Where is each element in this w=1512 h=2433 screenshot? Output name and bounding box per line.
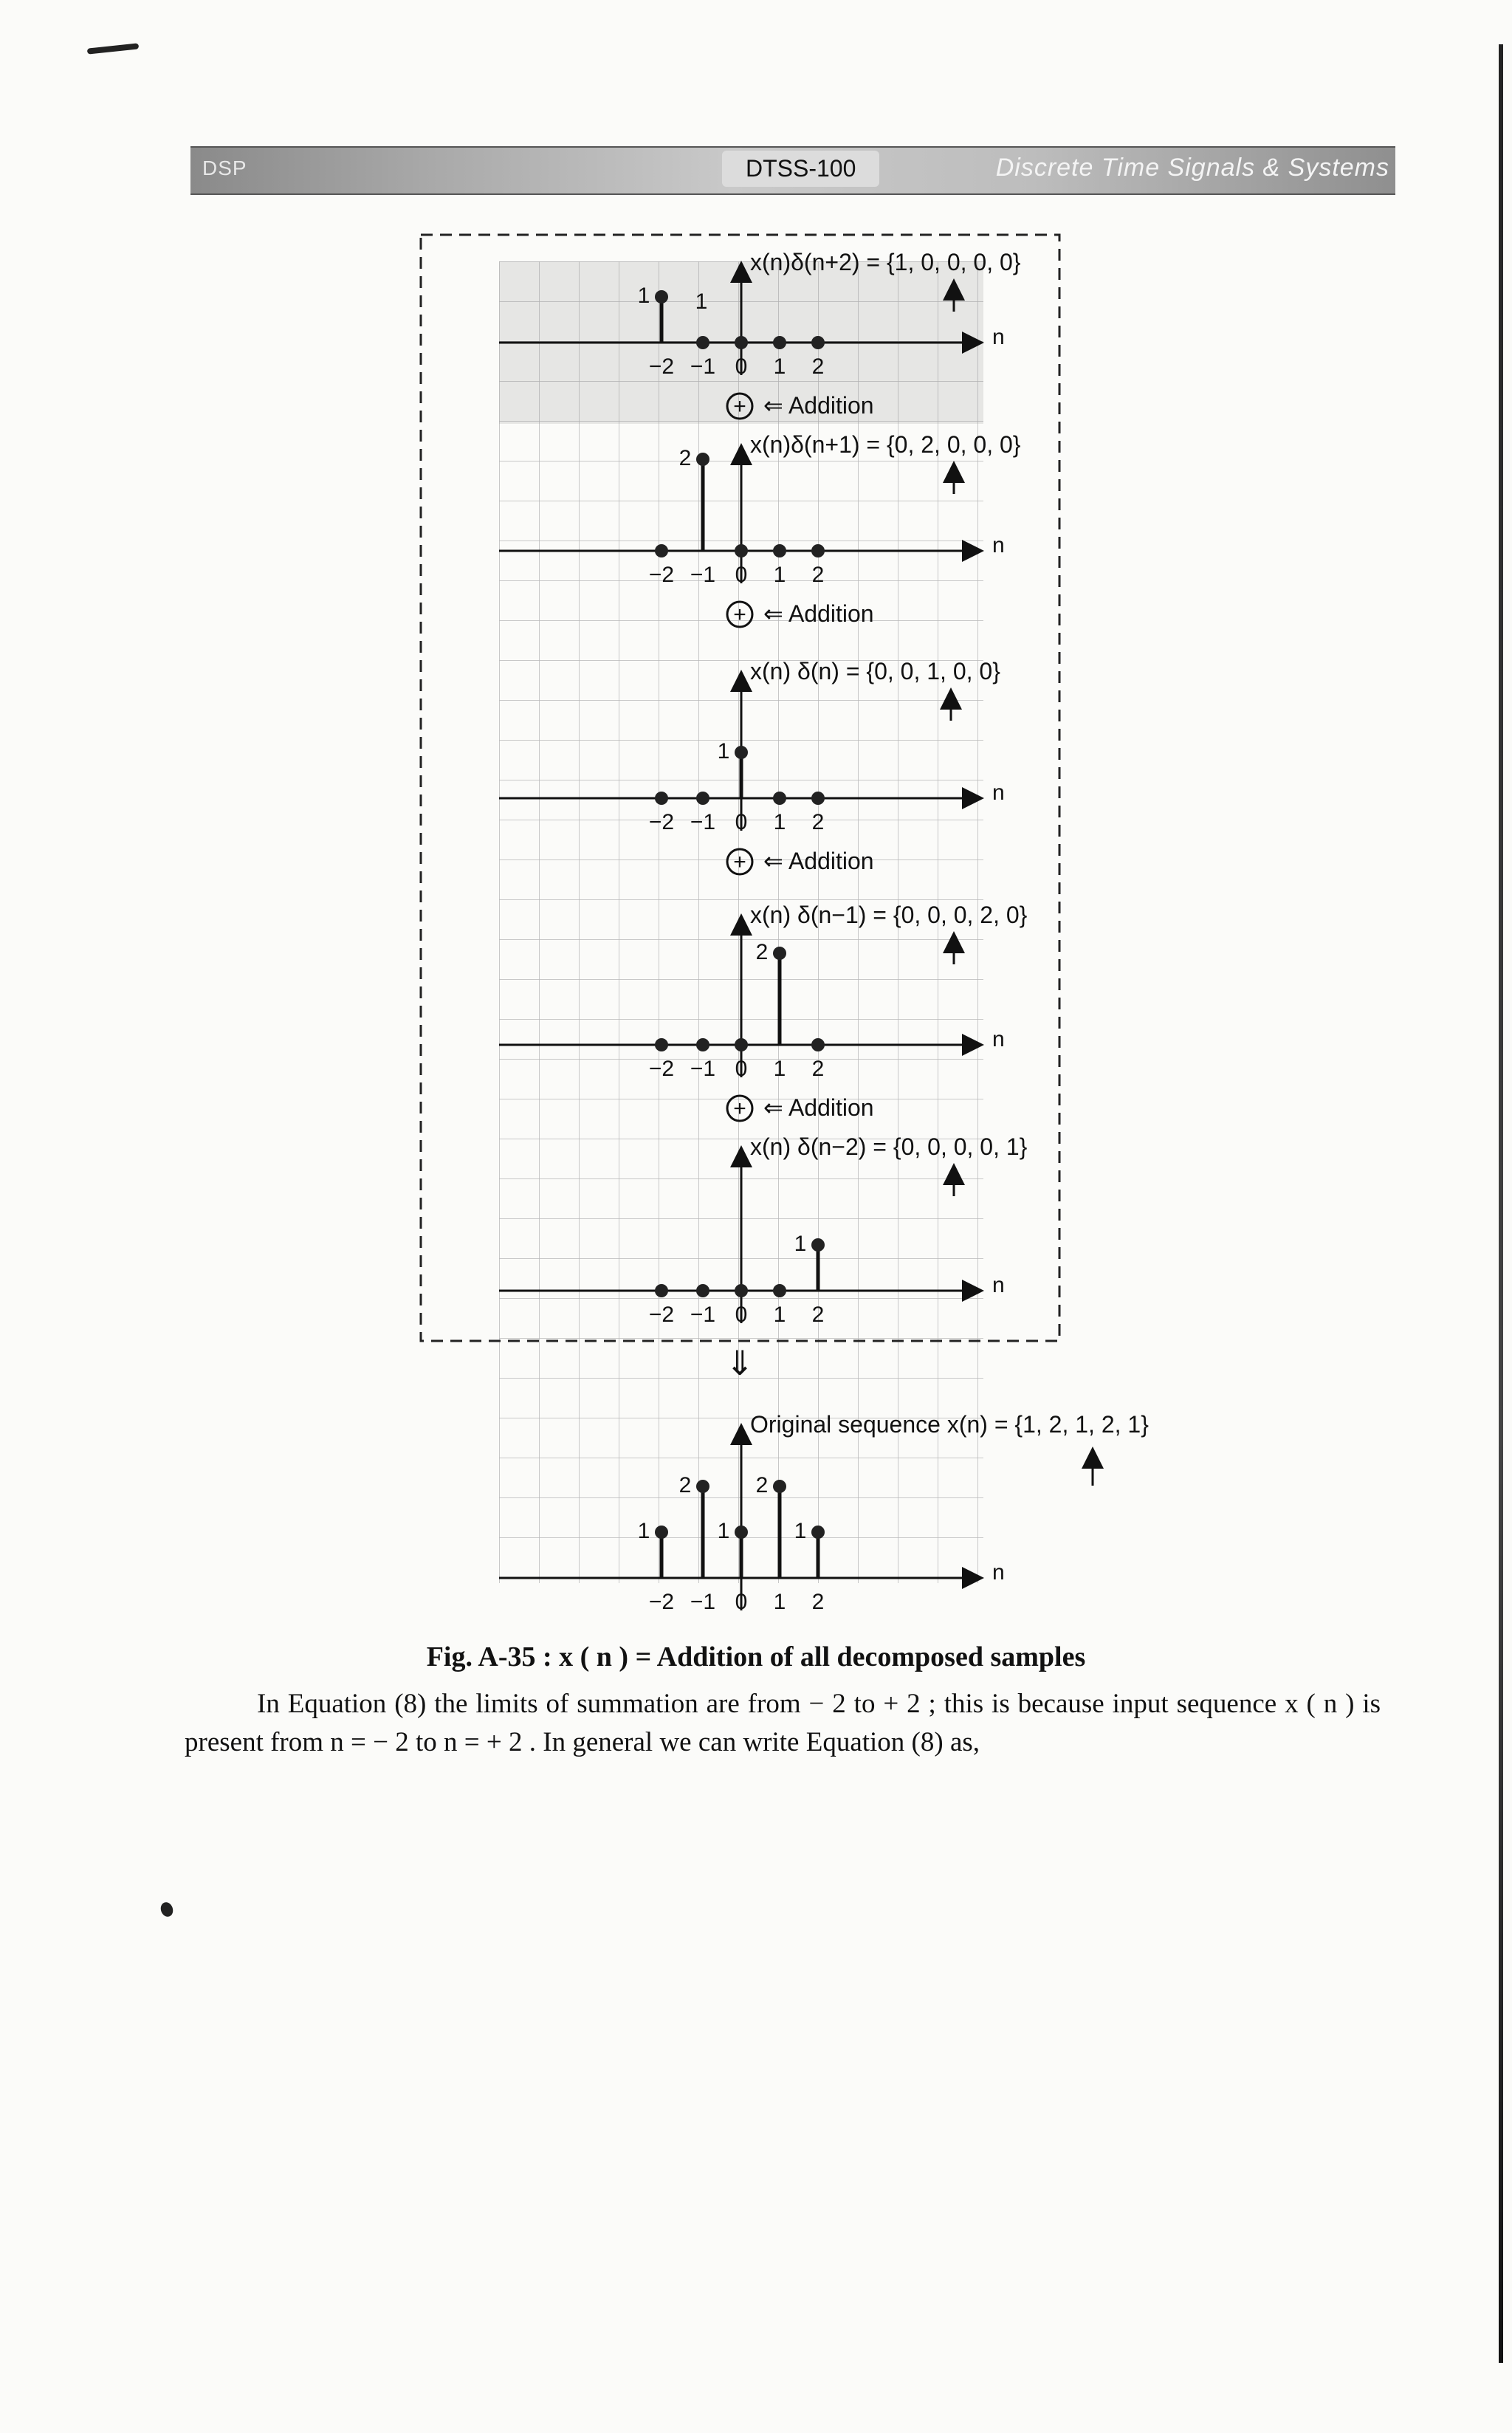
n-axis-label-result: n: [992, 1560, 1005, 1585]
stem-point-4-0: [655, 1284, 668, 1297]
panel-title-result: Original sequence x(n) = {1, 2, 1, 2, 1}: [750, 1411, 1149, 1438]
tick-label-1-2: 0: [735, 563, 748, 587]
stem-point-4-4: [811, 1238, 825, 1252]
tick-label-0-4: 2: [811, 354, 825, 379]
stem-point-3-1: [696, 1038, 709, 1051]
addition-label-0: ⇐ Addition: [763, 392, 874, 419]
value-label-result-3: 2: [755, 1473, 769, 1497]
addition-plus-3: +: [733, 1097, 746, 1121]
stem-point-3-3: [773, 947, 786, 960]
stem-point-4-2: [735, 1284, 748, 1297]
stem-point-4-1: [696, 1284, 709, 1297]
n-axis-label-3: n: [992, 1027, 1005, 1051]
addition-plus-0: +: [733, 394, 746, 419]
addition-label-1: ⇐ Addition: [763, 600, 874, 627]
stem-point-result-3: [773, 1480, 786, 1493]
value-label-result-2: 1: [717, 1519, 730, 1543]
stem-point-4-3: [773, 1284, 786, 1297]
stem-point-2-0: [655, 792, 668, 805]
tick-label-result-2: 0: [735, 1590, 748, 1614]
n-axis-label-0: n: [992, 325, 1005, 349]
stem-point-0-1: [696, 336, 709, 349]
figure-caption: Fig. A-35 : x ( n ) = Addition of all decomposed samples: [426, 1641, 1086, 1672]
stem-point-0-2: [735, 336, 748, 349]
stem-point-result-2: [735, 1526, 748, 1539]
n-axis-label-2: n: [992, 780, 1005, 805]
tick-label-2-0: −2: [648, 810, 675, 834]
value-label-result-1: 2: [678, 1473, 692, 1497]
n-axis-label-1: n: [992, 533, 1005, 557]
n-axis-label-4: n: [992, 1273, 1005, 1297]
stem-point-1-3: [773, 544, 786, 557]
value-label-3-3: 2: [755, 940, 769, 964]
tick-label-3-1: −1: [690, 1057, 716, 1081]
scan-speck: [159, 1901, 175, 1918]
tick-label-4-3: 1: [773, 1303, 786, 1327]
panel-title-0: x(n)δ(n+2) = {1, 0, 0, 0, 0}: [750, 249, 1021, 275]
tick-label-1-1: −1: [690, 563, 716, 587]
stem-point-result-1: [696, 1480, 709, 1493]
down-arrow: ⇓: [725, 1344, 755, 1382]
addition-label-3: ⇐ Addition: [763, 1094, 874, 1121]
stem-point-2-1: [696, 792, 709, 805]
tick-label-2-3: 1: [773, 810, 786, 834]
tick-label-4-2: 0: [735, 1303, 748, 1327]
tick-label-4-4: 2: [811, 1303, 825, 1327]
tick-label-0-1: −1: [690, 354, 716, 379]
tick-label-0-2: 0: [735, 354, 748, 379]
stem-point-1-0: [655, 544, 668, 557]
tick-label-4-1: −1: [690, 1303, 716, 1327]
panel-title-1: x(n)δ(n+1) = {0, 2, 0, 0, 0}: [750, 431, 1021, 458]
header-left-label: DSP: [202, 157, 247, 179]
stem-point-2-3: [773, 792, 786, 805]
body-paragraph: In Equation (8) the limits of summation are from − 2 to + 2 ; this is because input sequence x ( n ) is present from n = − 2 to n = + 2 . In general we can write Equation (8) as,: [185, 1689, 1381, 1757]
stem-point-1-2: [735, 544, 748, 557]
value-label-result-4: 1: [794, 1519, 807, 1543]
tick-label-3-3: 1: [773, 1057, 786, 1081]
tick-label-2-1: −1: [690, 810, 716, 834]
tick-label-result-4: 2: [811, 1590, 825, 1614]
stem-point-2-4: [811, 792, 825, 805]
header-chapter-title: Discrete Time Signals & Systems: [995, 154, 1389, 182]
value-label-0-0: 1: [637, 284, 650, 308]
stem-point-3-4: [811, 1038, 825, 1051]
tick-label-2-2: 0: [735, 810, 748, 834]
stem-point-result-0: [655, 1526, 668, 1539]
value-label-1-1: 2: [678, 446, 692, 470]
stem-point-1-1: [696, 453, 709, 466]
stem-point-2-2: [735, 746, 748, 759]
stem-point-3-0: [655, 1038, 668, 1051]
tick-label-result-1: −1: [690, 1590, 716, 1614]
stem-point-0-3: [773, 336, 786, 349]
value-label-2-2: 1: [717, 739, 730, 763]
value-label-4-4: 1: [794, 1232, 807, 1256]
tick-label-0-3: 1: [773, 354, 786, 379]
tick-label-3-2: 0: [735, 1057, 748, 1081]
panel-title-2: x(n) δ(n) = {0, 0, 1, 0, 0}: [750, 658, 1000, 684]
addition-label-2: ⇐ Addition: [763, 848, 874, 874]
tick-label-4-0: −2: [648, 1303, 675, 1327]
header-book-code: DTSS-100: [722, 151, 879, 187]
tick-label-2-4: 2: [811, 810, 825, 834]
stem-point-result-4: [811, 1526, 825, 1539]
panel-title-4: x(n) δ(n−2) = {0, 0, 0, 0, 1}: [750, 1133, 1028, 1160]
tick-label-3-4: 2: [811, 1057, 825, 1081]
stem-point-0-0: [655, 290, 668, 303]
stem-point-1-4: [811, 544, 825, 557]
value-label-result-0: 1: [637, 1519, 650, 1543]
addition-plus-1: +: [733, 603, 746, 627]
addition-plus-2: +: [733, 850, 746, 874]
tick-label-result-0: −2: [648, 1590, 675, 1614]
panel-title-3: x(n) δ(n−1) = {0, 0, 0, 2, 0}: [750, 902, 1028, 928]
tick-label-1-3: 1: [773, 563, 786, 587]
tick-label-result-3: 1: [773, 1590, 786, 1614]
stem-point-0-4: [811, 336, 825, 349]
tick-label-3-0: −2: [648, 1057, 675, 1081]
tick-label-1-4: 2: [811, 563, 825, 587]
tick-label-1-0: −2: [648, 563, 675, 587]
stem-point-3-2: [735, 1038, 748, 1051]
tick-label-0-0: −2: [648, 354, 675, 379]
extra-label-0: 1: [695, 289, 708, 314]
